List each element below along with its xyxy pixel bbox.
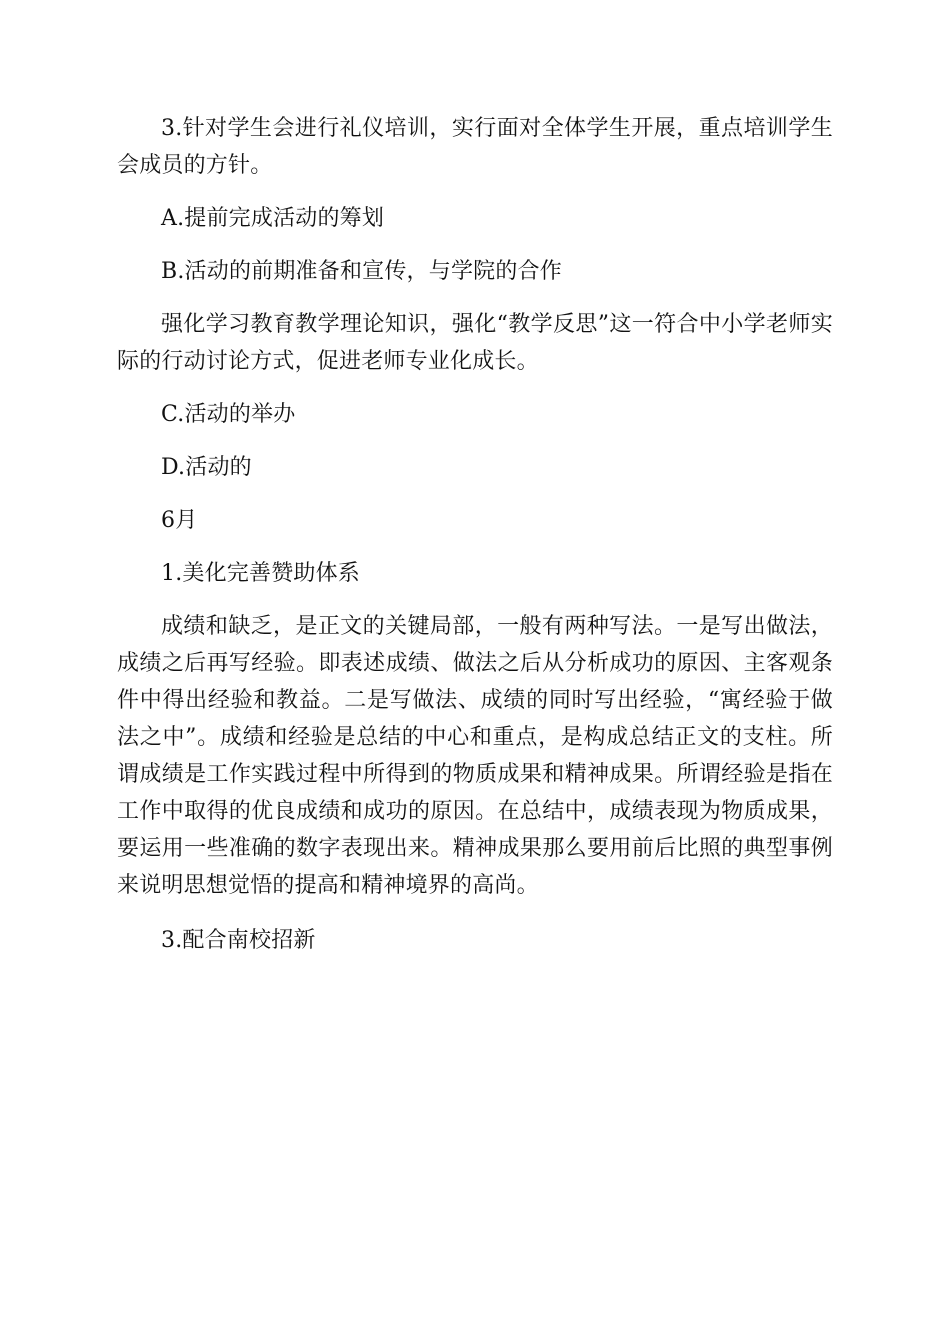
paragraph-teaching-reflection: 强化学习教育教学理论知识，强化“教学反思”这一符合中小学老师实际的行动讨论方式，促进老师专业化成长。 bbox=[117, 312, 833, 374]
paragraph-training-plan: 3.针对学生会进行礼仪培训，实行面对全体学生开展，重点培训学生会成员的方针。 bbox=[117, 116, 833, 178]
document-body bbox=[117, 110, 833, 975]
paragraph-recruitment: 3.配合南校招新 bbox=[161, 928, 316, 953]
paragraph-sponsorship: 1.美化完善赞助体系 bbox=[161, 561, 360, 586]
paragraph-item-b: B.活动的前期准备和宣传，与学院的合作 bbox=[161, 259, 562, 284]
paragraph-item-a: A.提前完成活动的筹划 bbox=[161, 206, 385, 231]
paragraph-item-c: C.活动的举办 bbox=[161, 402, 296, 427]
paragraph-results-experience: 成绩和缺乏，是正文的关键局部，一般有两种写法。一是写出做法，成绩之后再写经验。即表述成绩、做法之后从分析成功的原因、主客观条件中得出经验和教益。二是写做法、成绩的同时写出经验，“寓经验于做法之中”。成绩和经验是总结的中心和重点，是构成总结正文的支柱。所谓成绩是工作实践过程中所得到的物质成果和精神成果。所谓经验是指在工作中取得的优良成绩和成功的原因。在总结中，成绩表现为物质成果，要运用一些准确的数字表现出来。精神成果那么要用前后比照的典型事例来说明思想觉悟的提高和精神境界的高尚。 bbox=[117, 614, 833, 898]
paragraph-month-heading: 6月 bbox=[161, 508, 198, 533]
paragraph-item-d: D.活动的 bbox=[161, 455, 252, 480]
